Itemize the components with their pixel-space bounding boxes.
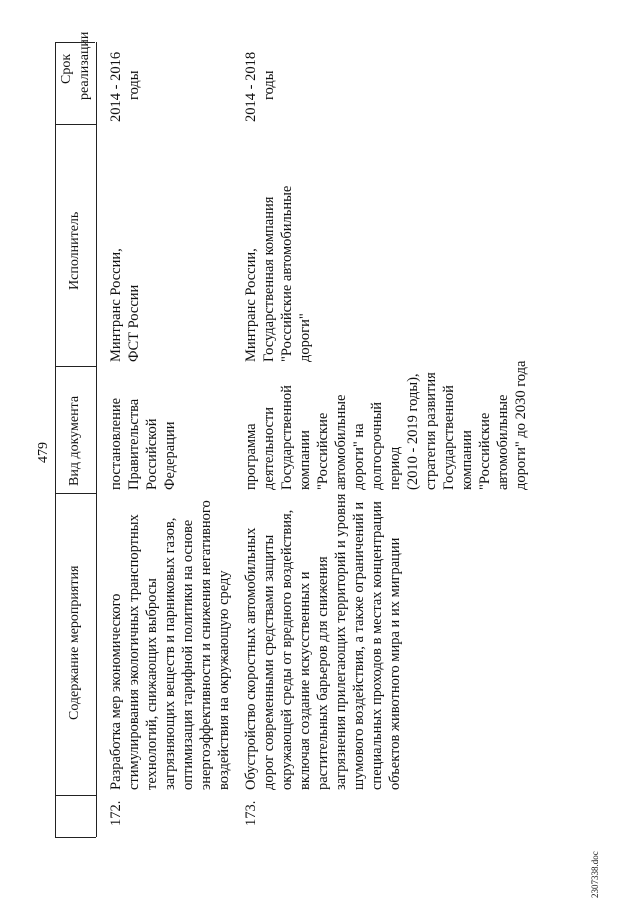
row-173-content: Обустройство скоростных автомобильных дорог современными средствами защиты окружающей среды от вредного воздействия, включая создание искусственных и растительных барьеров для снижения загрязнения прилегающих территорий и уровня шумового воздействия, а также ограничений и специальных проходов в местах концентрации объектов животного мира и их миграции (243, 493, 403, 790)
footer-doc-code: 2307338.doc (590, 851, 600, 898)
row-172-content: Разработка мер экономического стимулирования экологичных транспортных технологий, снижающих выбросы загрязняющих веществ и парниковых газов, оптимизация тарифной политики на основе энергоэффективности и снижения негативного воздействия на окружающую среду (108, 500, 232, 790)
header-content: Содержание мероприятия (67, 565, 82, 720)
row-173-number: 173. (243, 800, 259, 826)
row-173-doc-type: программа деятельности Государственной компании "Российские автомобильные дороги" на долгосрочный период (2010 - 2019 годы), стратегия развития Государственной компании "Российские автомобильные дороги" до 2030 года (243, 360, 529, 490)
row-172-number: 172. (108, 800, 124, 826)
row-173-executor: Минтранс России, Государственная компания "Российские автомобильные дороги" (243, 185, 313, 362)
row-172-executor: Минтранс России, ФСТ России (108, 248, 142, 362)
header-doc-type: Вид документа (67, 395, 82, 486)
table-bottom-rule (55, 837, 96, 838)
table-left-rule (55, 42, 56, 837)
row-172-doc-type: постановление Правительства Российской Федерации (108, 397, 178, 490)
header-executor: Исполнитель (67, 211, 82, 290)
header-term: Срок реализации (59, 31, 92, 100)
col-rule-executor (55, 366, 96, 367)
col-rule-doc (55, 493, 96, 494)
col-rule-content (55, 795, 96, 796)
row-172-term: 2014 - 2016 годы (108, 51, 142, 122)
col-rule-term (55, 124, 96, 125)
header-bottom-rule (96, 42, 97, 837)
row-173-term: 2014 - 2018 годы (243, 51, 277, 122)
page-number: 479 (36, 442, 51, 463)
